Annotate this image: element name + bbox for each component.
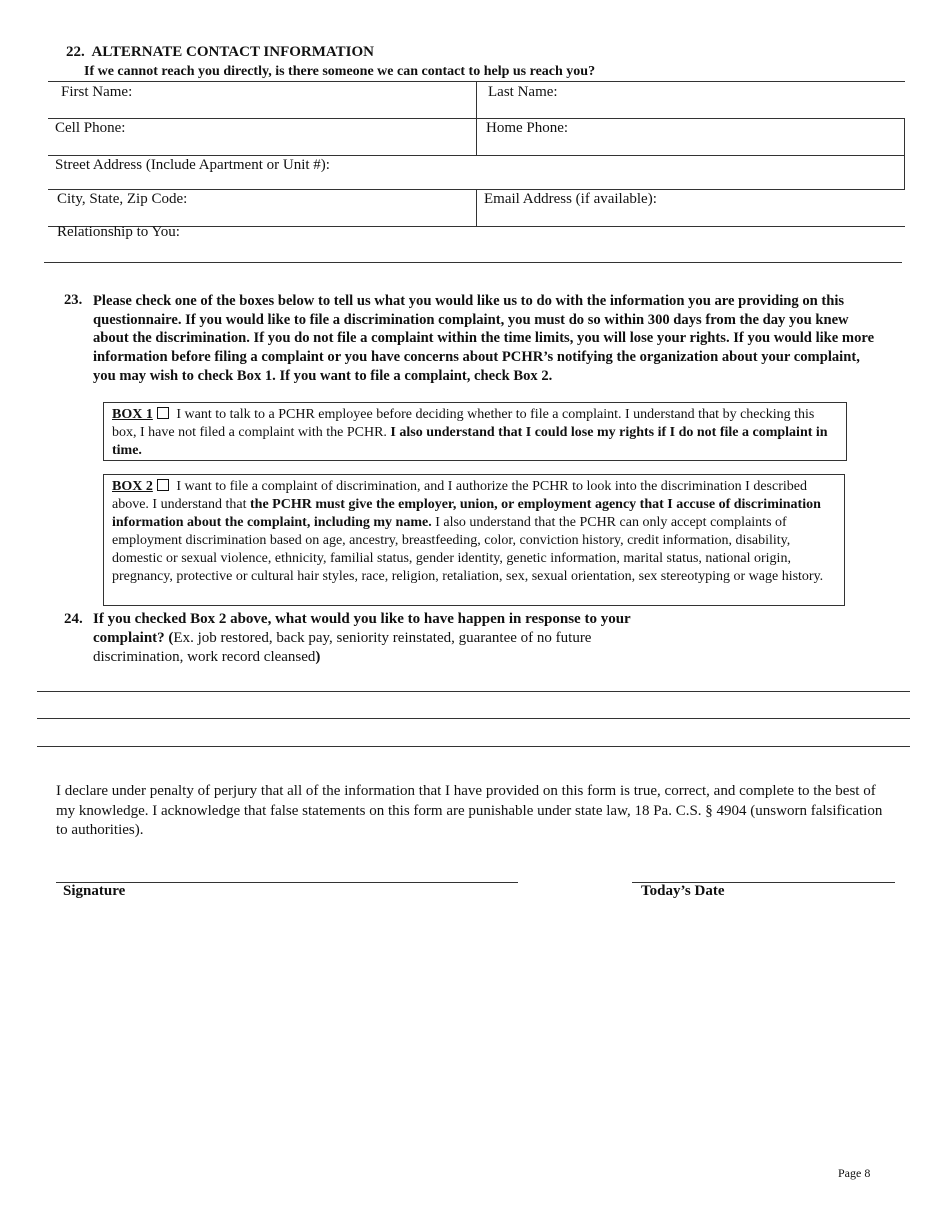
box-2-label: BOX 2 — [112, 479, 153, 494]
relationship-field[interactable]: Relationship to You: — [57, 224, 180, 240]
section-24-prompt: If you checked Box 2 above, what would you like to have happen in response to your complaint? ( — [93, 611, 631, 646]
section-22-title: ALTERNATE CONTACT INFORMATION — [91, 44, 374, 60]
cell-phone-field[interactable]: Cell Phone: — [55, 120, 126, 136]
signature-label: Signature — [63, 883, 126, 899]
section-23-number: 23. — [64, 292, 83, 308]
perjury-declaration: I declare under penalty of perjury that all of the information that I have provided on this form is true, correct, and complete to the best of my knowledge. I acknowledge that false statements on this form are punishable under state law, 18 Pa. C.S. § 4904 (unsworn falsification to authorities). — [56, 783, 883, 838]
section-22-subtitle: If we cannot reach you directly, is there someone we can contact to help us reach you? — [84, 64, 596, 79]
page-number: Page 8 — [838, 1166, 871, 1180]
section-22-number: 22. — [66, 44, 85, 60]
section-24-close: ) — [315, 649, 321, 665]
table-rule — [48, 155, 905, 156]
first-name-field[interactable]: First Name: — [61, 84, 133, 100]
city-state-zip-field[interactable]: City, State, Zip Code: — [57, 191, 188, 207]
box-1-option — [103, 402, 847, 461]
home-phone-field[interactable]: Home Phone: — [486, 120, 569, 136]
date-label: Today’s Date — [641, 883, 725, 899]
box-2-text-a: I want to file a complaint of discrimination, and I authorize the PCHR to look into the discrimination I described above. I understand that — [112, 479, 807, 512]
table-divider — [904, 118, 905, 189]
section-23-instructions: Please check one of the boxes below to tell us what you would like us to do with the information you are providing on this questionnaire. If you would like to file a discrimination complaint, you must do so within 300 days from the day you knew about the discrimination. If you do not file a complaint within the time limits, you will lose your rights. If you would like more information before filing a complaint or you have concerns about PCHR’s notifying the organization about your complaint, you may wish to check Box 1. If you want to file a complaint, check Box 2. — [93, 293, 875, 384]
street-address-field[interactable]: Street Address (Include Apartment or Unit #): — [55, 157, 330, 173]
box-2-checkbox[interactable] — [157, 479, 169, 491]
table-divider — [476, 81, 477, 155]
answer-line[interactable] — [37, 746, 910, 747]
box-1-checkbox[interactable] — [157, 407, 169, 419]
section-24-number: 24. — [64, 611, 83, 627]
last-name-field[interactable]: Last Name: — [488, 84, 558, 100]
box-2-text-b: I also understand that the PCHR can only accept complaints of employment discrimination based on age, ancestry, breastfeeding, color, conviction history, credit information, disability, domestic or sexual violence, ethnicity, familial status, gender identity, genetic information, marital status, national origin, pregnancy, protective or cultural hair styles, race, religion, retaliation, sex, sexual orientation, sex stereotyping or wage history. — [112, 515, 824, 584]
answer-line[interactable] — [37, 718, 910, 719]
section-24-examples: Ex. job restored, back pay, seniority reinstated, guarantee of no future discrimination, work record cleansed — [93, 630, 592, 665]
box-2-option — [103, 474, 845, 606]
box-1-warning: I also understand that I could lose my rights if I do not file a complaint in time. — [112, 425, 828, 458]
box-2-disclosure: the PCHR must give the employer, union, or employment agency that I accuse of discrimination information about the complaint, including my name. — [112, 497, 821, 530]
answer-line[interactable] — [37, 691, 910, 692]
box-1-text: I want to talk to a PCHR employee before deciding whether to file a complaint. I understand that by checking this box, I have not filed a complaint with the PCHR. — [112, 407, 815, 440]
email-field[interactable]: Email Address (if available): — [484, 191, 657, 207]
section-22-heading — [66, 44, 374, 61]
table-divider — [476, 189, 477, 226]
section-24-question — [93, 610, 683, 667]
box-1-label: BOX 1 — [112, 407, 153, 422]
table-rule — [44, 262, 902, 263]
signature-line[interactable] — [56, 882, 518, 883]
